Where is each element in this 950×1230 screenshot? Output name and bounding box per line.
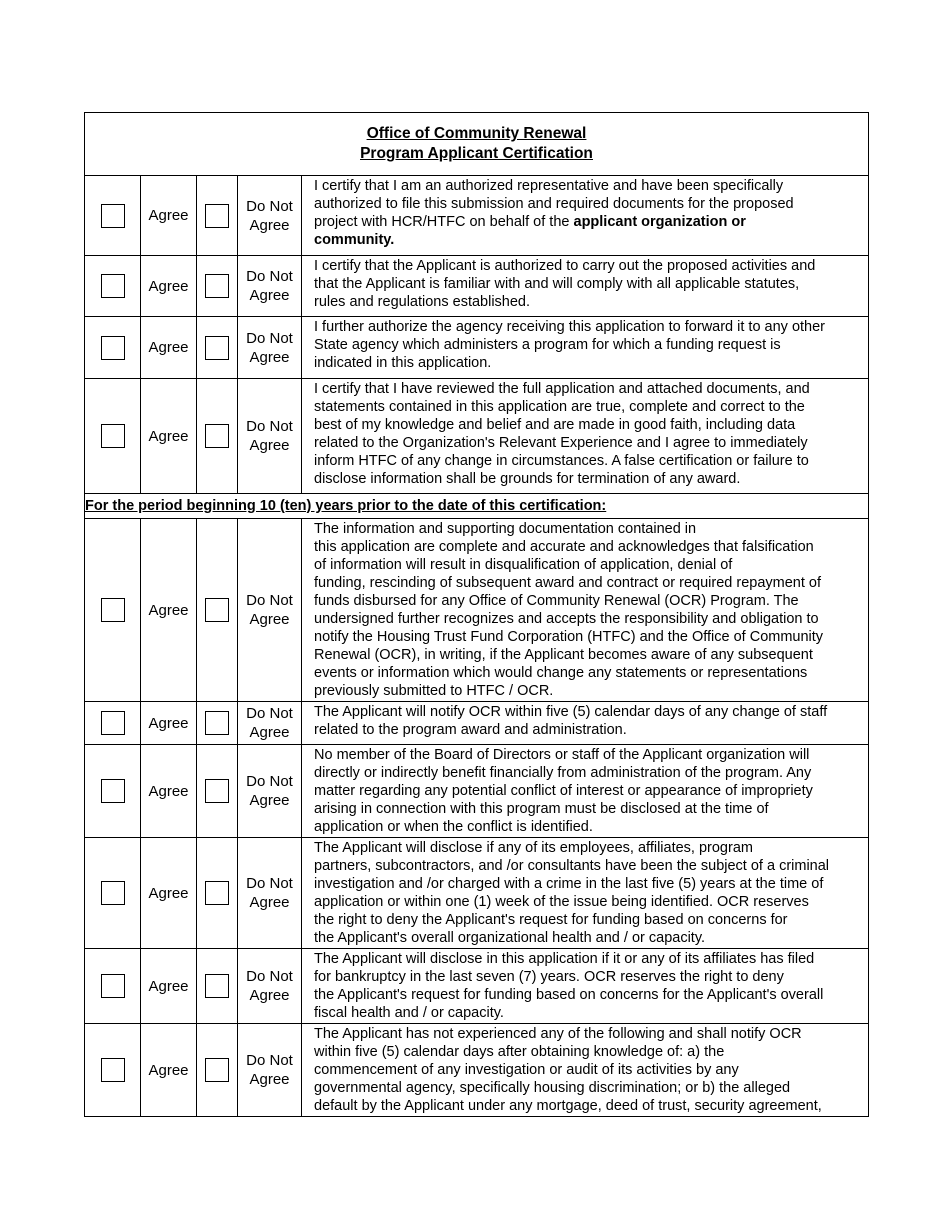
do-not-agree-label <box>238 379 302 494</box>
do-not-agree-checkbox[interactable] <box>205 424 229 448</box>
certification-text <box>302 745 869 838</box>
statement-text: I certify that I have reviewed the full application and attached documents, and statements contained in this application are true, complete and correct to the best of my knowledge and belief and are made in good faith, including data related to the Organization's Relevant Experience and I agree to immediately inform HTFC of any change in circumstances. A false certification or failure to disclose information shall be grounds for termination of any award. <box>314 381 810 487</box>
agree-checkbox[interactable] <box>101 204 125 228</box>
agree-checkbox[interactable] <box>101 598 125 622</box>
agree-checkbox-cell <box>85 317 141 379</box>
certification-row <box>85 838 869 949</box>
agree-checkbox-cell <box>85 745 141 838</box>
do-not-agree-label <box>238 317 302 379</box>
do-not-agree-checkbox-cell <box>197 1024 238 1117</box>
do-not-agree-checkbox-cell <box>197 317 238 379</box>
certification-text <box>302 949 869 1024</box>
do-not-agree-checkbox-cell <box>197 256 238 317</box>
statement-text: The Applicant will notify OCR within five (5) calendar days of any change of staff related to the program award and administration. <box>314 704 828 738</box>
title-line-2: Program Applicant Certification <box>360 145 593 162</box>
do-not-line-1: Do Not <box>246 875 293 892</box>
do-not-line-1: Do Not <box>246 592 293 609</box>
agree-label: Agree <box>141 838 197 949</box>
do-not-line-1: Do Not <box>246 968 293 985</box>
agree-checkbox[interactable] <box>101 1058 125 1082</box>
agree-checkbox-cell <box>85 949 141 1024</box>
certification-row <box>85 745 869 838</box>
certification-row <box>85 949 869 1024</box>
do-not-line-2: Agree <box>249 437 290 454</box>
do-not-line-2: Agree <box>249 611 290 628</box>
agree-checkbox[interactable] <box>101 779 125 803</box>
do-not-line-2: Agree <box>249 216 290 234</box>
do-not-line-2: Agree <box>249 987 290 1004</box>
statement-text: The Applicant will disclose in this application if it or any of its affiliates has filed for bankruptcy in the last seven (7) years. OCR reserves the right to deny the Applicant's request for funding based on concerns for the Applicant's overall fiscal health and / or capacity. <box>314 951 824 1021</box>
certification-row <box>85 702 869 745</box>
statement-text: The Applicant has not experienced any of the following and shall notify OCR within five (5) calendar days after obtaining knowledge of: a) the commencement of any investigation or audit of its activities by any governmental agency, specifically housing discrimination; or b) the alleged default by the Applicant under any mortgage, deed of trust, security agreement, <box>314 1026 822 1114</box>
do-not-agree-checkbox-cell <box>197 838 238 949</box>
statement-bold-text: applicant organization or community. <box>314 214 746 248</box>
do-not-line-1: Do Not <box>246 197 293 215</box>
agree-label: Agree <box>141 745 197 838</box>
certification-row <box>85 1024 869 1117</box>
certification-row <box>85 519 869 702</box>
do-not-agree-label <box>238 176 302 256</box>
do-not-agree-label <box>238 949 302 1024</box>
agree-checkbox-cell <box>85 702 141 745</box>
title-line-1: Office of Community Renewal <box>366 125 587 142</box>
do-not-agree-checkbox-cell <box>197 949 238 1024</box>
certification-row <box>85 317 869 379</box>
do-not-line-2: Agree <box>249 724 290 741</box>
do-not-line-2: Agree <box>249 792 290 809</box>
agree-label: Agree <box>141 176 197 256</box>
do-not-line-1: Do Not <box>246 268 293 285</box>
do-not-line-1: Do Not <box>246 1052 293 1069</box>
agree-checkbox-cell <box>85 838 141 949</box>
agree-label: Agree <box>141 949 197 1024</box>
certification-text <box>302 256 869 317</box>
agree-checkbox-cell <box>85 176 141 256</box>
statement-text: I further authorize the agency receiving this application to forward it to any other State agency which administers a program for which a funding request is indicated in this application. <box>314 319 826 371</box>
do-not-agree-label <box>238 838 302 949</box>
do-not-agree-checkbox[interactable] <box>205 974 229 998</box>
agree-label: Agree <box>141 256 197 317</box>
agree-checkbox[interactable] <box>101 711 125 735</box>
agree-checkbox[interactable] <box>101 274 125 298</box>
statement-text: I certify that I am an authorized representative and have been specifically authorized to file this submission and required documents for the proposed project with HCR/HTFC on behalf of the <box>314 178 794 230</box>
agree-checkbox-cell <box>85 379 141 494</box>
do-not-agree-checkbox-cell <box>197 702 238 745</box>
statement-text: No member of the Board of Directors or staff of the Applicant organization will directly or indirectly benefit financially from administration of the program. Any matter regarding any potential conflict of interest or appearance of impropriety arising in connection with this program must be disclosed at the time of application or when the conflict is identified. <box>314 747 813 835</box>
do-not-line-2: Agree <box>249 894 290 911</box>
do-not-agree-checkbox-cell <box>197 176 238 256</box>
certification-text <box>302 379 869 494</box>
period-heading: For the period beginning 10 (ten) years prior to the date of this certification: <box>85 494 869 519</box>
form-title <box>85 113 869 176</box>
do-not-agree-label <box>238 256 302 317</box>
do-not-agree-checkbox[interactable] <box>205 711 229 735</box>
do-not-line-1: Do Not <box>246 705 293 722</box>
agree-label: Agree <box>141 317 197 379</box>
do-not-agree-checkbox[interactable] <box>205 881 229 905</box>
certification-text <box>302 838 869 949</box>
do-not-agree-checkbox[interactable] <box>205 204 229 228</box>
certification-row <box>85 379 869 494</box>
agree-label: Agree <box>141 519 197 702</box>
agree-checkbox[interactable] <box>101 974 125 998</box>
agree-checkbox-cell <box>85 519 141 702</box>
statement-text: The Applicant will disclose if any of its employees, affiliates, program partners, subcontractors, and /or consultants have been the subject of a criminal investigation and /or charged with a crime in the last five (5) years at the time of application or within one (1) week of the issue being identified. OCR reserves the right to deny the Applicant's request for funding based on concerns for the Applicant's overall organizational health and / or capacity. <box>314 840 830 946</box>
title-row <box>85 113 869 176</box>
agree-label: Agree <box>141 1024 197 1117</box>
do-not-agree-checkbox[interactable] <box>205 779 229 803</box>
certification-text <box>302 702 869 745</box>
do-not-agree-label <box>238 702 302 745</box>
period-row <box>85 494 869 519</box>
do-not-agree-checkbox[interactable] <box>205 1058 229 1082</box>
do-not-agree-label <box>238 1024 302 1117</box>
certification-text <box>302 317 869 379</box>
do-not-line-1: Do Not <box>246 329 293 347</box>
do-not-agree-checkbox-cell <box>197 745 238 838</box>
certification-text <box>302 519 869 702</box>
agree-label: Agree <box>141 379 197 494</box>
certification-row <box>85 256 869 317</box>
do-not-agree-label <box>238 519 302 702</box>
certification-text <box>302 1024 869 1117</box>
do-not-agree-checkbox[interactable] <box>205 598 229 622</box>
certification-row <box>85 176 869 256</box>
do-not-agree-checkbox-cell <box>197 519 238 702</box>
agree-checkbox[interactable] <box>101 336 125 360</box>
do-not-line-1: Do Not <box>246 773 293 790</box>
do-not-line-1: Do Not <box>246 418 293 435</box>
agree-checkbox-cell <box>85 256 141 317</box>
agree-checkbox[interactable] <box>101 881 125 905</box>
agree-checkbox-cell <box>85 1024 141 1117</box>
do-not-agree-label <box>238 745 302 838</box>
agree-label: Agree <box>141 702 197 745</box>
agree-checkbox[interactable] <box>101 424 125 448</box>
certification-table <box>84 112 869 1117</box>
statement-text: I certify that the Applicant is authorized to carry out the proposed activities and that the Applicant is familiar with and will comply with all applicable statutes, rules and regulations established. <box>314 258 816 310</box>
do-not-agree-checkbox[interactable] <box>205 274 229 298</box>
statement-text: The information and supporting documentation contained in this application are complete and accurate and acknowledges that falsification of information will result in disqualification of application, denial of funding, rescinding of subsequent award and contract or required repayment of funds disbursed for any Office of Community Renewal (OCR) Program. The undersigned further recognizes and accepts the responsibility and obligation to notify the Housing Trust Fund Corporation (HTFC) and the Office of Community Renewal (OCR), in writing, if the Applicant becomes aware of any subsequent events or information which would change any statements or representations previously submitted to HTFC / OCR. <box>314 521 824 699</box>
do-not-line-2: Agree <box>249 348 290 366</box>
certification-text <box>302 176 869 256</box>
do-not-agree-checkbox-cell <box>197 379 238 494</box>
do-not-line-2: Agree <box>249 287 290 304</box>
do-not-agree-checkbox[interactable] <box>205 336 229 360</box>
do-not-line-2: Agree <box>249 1071 290 1088</box>
